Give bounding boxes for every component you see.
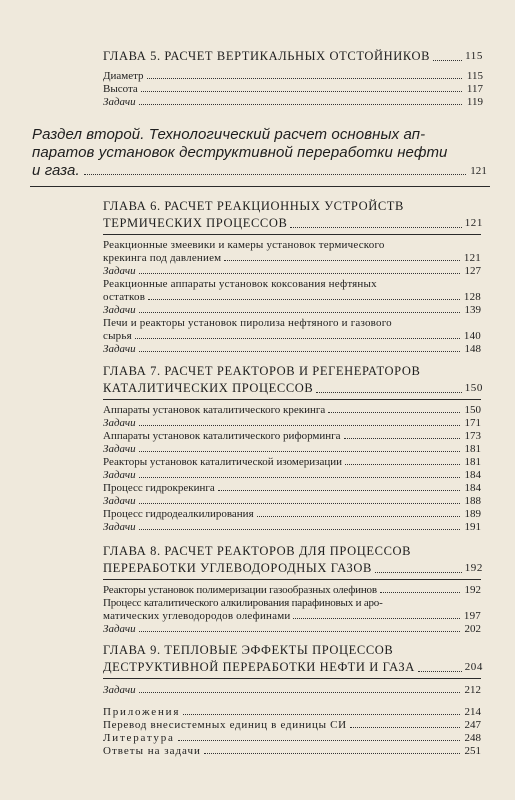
toc-entry-literature: Литература 248	[103, 732, 481, 744]
chapter-5-heading	[103, 48, 483, 65]
chapter-5-page: 115	[465, 50, 483, 62]
chapter-9-heading: ГЛАВА 9. ТЕПЛОВЫЕ ЭФФЕКТЫ ПРОЦЕССОВ ДЕСТРУКТИВНОЙ ПЕРЕРАБОТКИ НЕФТИ И ГАЗА 204	[103, 643, 483, 674]
toc-entry: Реакционные аппараты установок коксования нефтяных остатков 128	[103, 278, 481, 303]
rule	[103, 579, 481, 580]
toc-entry-tasks: Задачи 171	[103, 417, 481, 429]
toc-entry: Высота 117	[103, 83, 483, 95]
toc-entry-appendices: Приложения 214	[103, 706, 481, 718]
chapter-7-heading: ГЛАВА 7. РАСЧЕТ РЕАКТОРОВ И РЕГЕНЕРАТОРОВ КАТАЛИТИЧЕСКИХ ПРОЦЕССОВ 150	[103, 364, 483, 395]
toc-entry-tasks: Задачи 184	[103, 469, 481, 481]
divider	[30, 186, 490, 187]
toc-entry-tasks: Задачи 212	[103, 684, 481, 696]
toc-entry: Реакционные змеевики и камеры установок термического крекинга под давлением 121	[103, 239, 481, 264]
toc-entry: Реакторы установок полимеризации газообразных олефинов 192	[103, 584, 481, 596]
toc-entry-tasks: Задачи 148	[103, 343, 481, 355]
toc-entry: Диаметр 115	[103, 70, 483, 82]
toc-entry: Процесс каталитического алкилирования парафиновых и аро- матических углеводородов олефинами 197	[103, 597, 481, 622]
toc-entry: Реакторы установок каталитической изомеризации 181	[103, 456, 481, 468]
section-2-page: 121	[470, 165, 487, 177]
chapter-8-heading: ГЛАВА 8. РАСЧЕТ РЕАКТОРОВ ДЛЯ ПРОЦЕССОВ ПЕРЕРАБОТКИ УГЛЕВОДОРОДНЫХ ГАЗОВ 192	[103, 544, 483, 575]
chapter-9-page: 204	[464, 661, 483, 673]
toc-entry: Процесс гидрокрекинга 184	[103, 482, 481, 494]
toc-entry-tasks: Задачи 119	[103, 96, 483, 108]
rule	[103, 678, 481, 679]
toc-entry-tasks: Задачи 127	[103, 265, 481, 277]
toc-entry-tasks: Задачи 188	[103, 495, 481, 507]
toc-entry: Аппараты установок каталитического крекинга 150	[103, 404, 481, 416]
chapter-7-page: 150	[464, 382, 483, 394]
rule	[103, 399, 481, 400]
chapter-5-title: ГЛАВА 5. РАСЧЕТ ВЕРТИКАЛЬНЫХ ОТСТОЙНИКОВ	[103, 49, 431, 63]
toc-entry-units: Перевод внесистемных единиц в единицы СИ 247	[103, 719, 481, 731]
section-2-heading: Раздел второй. Технологический расчет основных ап- паратов установок деструктивной переработки нефти и газа. 121	[32, 126, 487, 179]
toc-entry-tasks: Задачи 181	[103, 443, 481, 455]
toc-entry-tasks: Задачи 191	[103, 521, 481, 533]
toc-entry: Аппараты установок каталитического риформинга 173	[103, 430, 481, 442]
chapter-8-page: 192	[464, 562, 483, 574]
toc-entry-tasks: Задачи 202	[103, 623, 481, 635]
rule	[103, 234, 481, 235]
toc-entry: Печи и реакторы установок пиролиза нефтяного и газового сырья 140	[103, 317, 481, 342]
toc-entry-tasks: Задачи 139	[103, 304, 481, 316]
toc-entry-answers: Ответы на задачи 251	[103, 745, 481, 757]
chapter-6-page: 121	[464, 217, 483, 229]
toc-entry: Процесс гидродеалкилирования 189	[103, 508, 481, 520]
chapter-6-heading: ГЛАВА 6. РАСЧЕТ РЕАКЦИОННЫХ УСТРОЙСТВ ТЕРМИЧЕСКИХ ПРОЦЕССОВ 121	[103, 199, 483, 230]
